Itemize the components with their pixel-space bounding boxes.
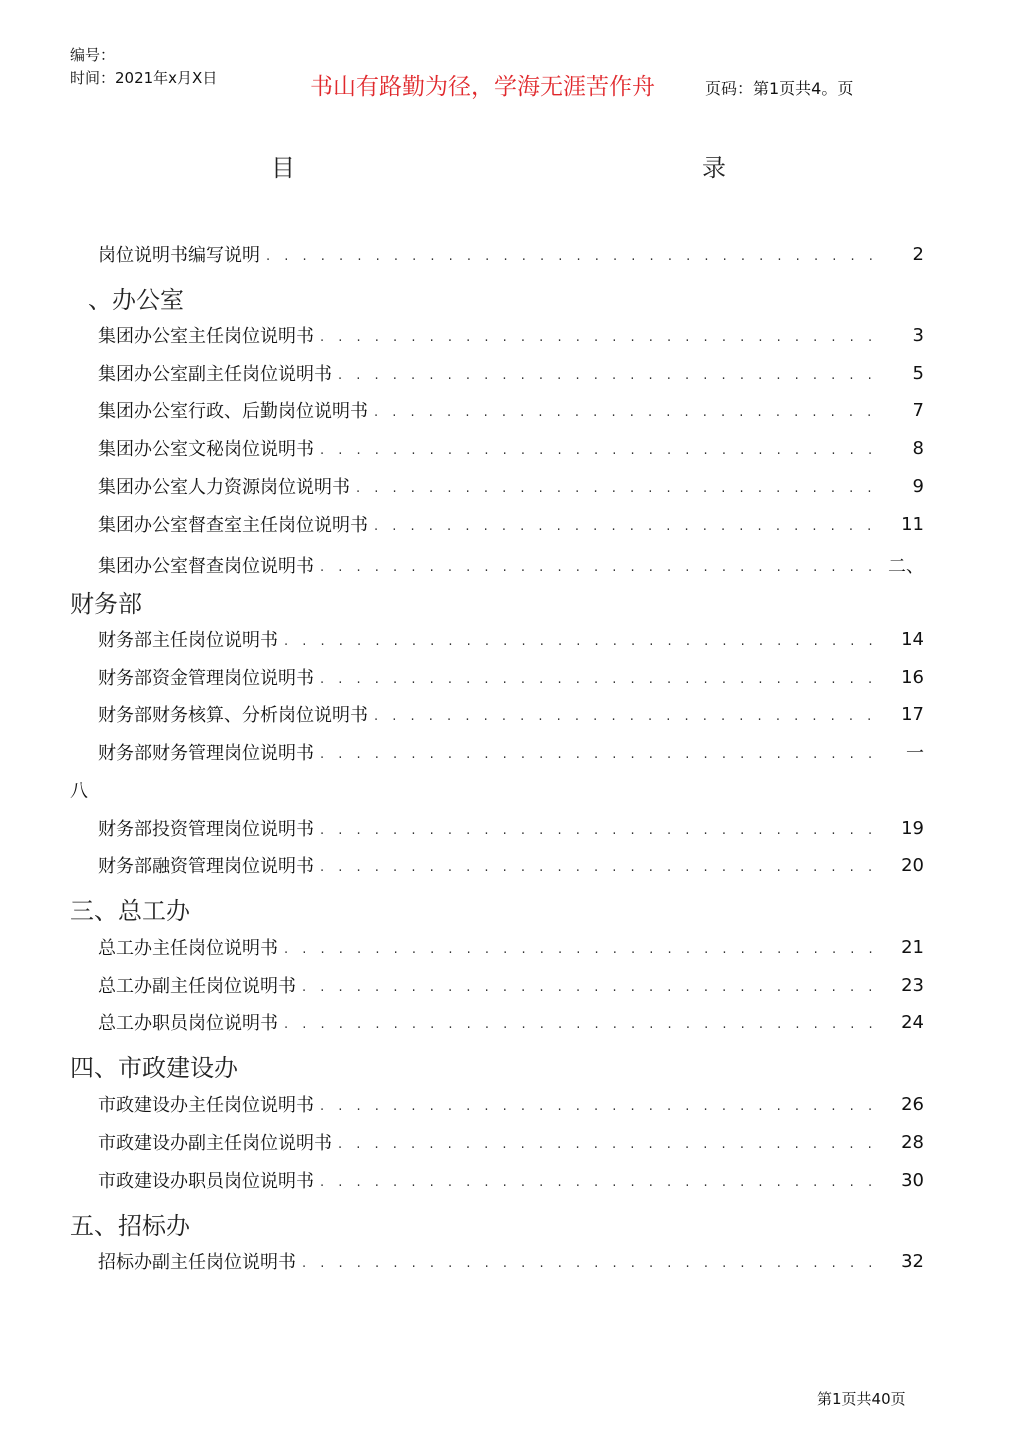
toc-entry[interactable] bbox=[98, 1092, 924, 1116]
toc-entry[interactable] bbox=[98, 361, 924, 385]
toc-entry-page: 11 bbox=[901, 513, 924, 535]
toc-leader-dots bbox=[320, 813, 880, 843]
toc-entry-page: 3 bbox=[912, 324, 924, 346]
toc-entry-page: 26 bbox=[901, 1093, 924, 1115]
toc-entry-label: 集团办公室督查岗位说明书 bbox=[98, 556, 314, 577]
header-motto: 书山有路勤为径，学海无涯苦作舟 bbox=[310, 74, 655, 100]
toc-entry-page: 30 bbox=[901, 1169, 924, 1191]
toc-entry[interactable] bbox=[98, 973, 924, 997]
toc-entry-page: 7 bbox=[912, 399, 924, 421]
toc-entry-label: 总工办主任岗位说明书 bbox=[98, 938, 278, 959]
toc-leader-dots bbox=[320, 1165, 880, 1195]
toc-entry-intro[interactable] bbox=[98, 242, 924, 266]
toc-leader-dots bbox=[320, 737, 880, 767]
toc-leader-dots bbox=[320, 850, 880, 880]
toc-leader-dots bbox=[374, 509, 880, 539]
toc-entry-label: 集团办公室督查室主任岗位说明书 bbox=[98, 515, 368, 536]
toc-entry-page: 14 bbox=[901, 628, 924, 650]
toc-leader-dots bbox=[320, 550, 874, 580]
toc-entry-label: 市政建设办主任岗位说明书 bbox=[98, 1095, 314, 1116]
toc-entry-label: 集团办公室文秘岗位说明书 bbox=[98, 439, 314, 460]
document-code-label: 编号： bbox=[70, 46, 116, 64]
toc-leader-dots bbox=[374, 699, 880, 729]
toc-entry[interactable] bbox=[98, 702, 924, 726]
toc-entry[interactable] bbox=[98, 1010, 924, 1034]
toc-entry-page: 二、 bbox=[888, 556, 924, 577]
toc-entry-label: 财务部融资管理岗位说明书 bbox=[98, 856, 314, 877]
toc-leader-dots bbox=[302, 1246, 880, 1276]
toc-entry-label: 总工办副主任岗位说明书 bbox=[98, 976, 296, 997]
toc-leader-dots bbox=[356, 471, 880, 501]
toc-wrap-char: 八 bbox=[70, 781, 88, 802]
toc-entry[interactable] bbox=[98, 474, 924, 498]
toc-entry[interactable] bbox=[98, 1249, 924, 1273]
toc-entry-label: 集团办公室行政、后勤岗位说明书 bbox=[98, 401, 368, 422]
toc-entry-label: 财务部财务核算、分析岗位说明书 bbox=[98, 705, 368, 726]
toc-entry-page: 16 bbox=[901, 666, 924, 688]
toc-entry-page: 一 bbox=[906, 743, 924, 764]
toc-leader-dots bbox=[338, 1127, 880, 1157]
toc-leader-dots bbox=[320, 1089, 880, 1119]
toc-entry[interactable] bbox=[98, 553, 924, 577]
toc-leader-dots bbox=[320, 662, 880, 692]
toc-entry[interactable] bbox=[98, 323, 924, 347]
toc-entry-label: 招标办副主任岗位说明书 bbox=[98, 1252, 296, 1273]
toc-entry-page: 23 bbox=[901, 974, 924, 996]
toc-entry-page: 5 bbox=[912, 362, 924, 384]
document-date-label: 时间：2021年x月X日 bbox=[70, 69, 218, 87]
toc-entry-label: 集团办公室人力资源岗位说明书 bbox=[98, 477, 350, 498]
toc-entry[interactable] bbox=[98, 816, 924, 840]
toc-entry-label: 总工办职员岗位说明书 bbox=[98, 1013, 278, 1034]
toc-leader-dots bbox=[338, 358, 880, 388]
toc-entry[interactable] bbox=[98, 436, 924, 460]
toc-entry-page: 32 bbox=[901, 1250, 924, 1272]
toc-entry[interactable] bbox=[98, 1130, 924, 1154]
toc-entry-label: 集团办公室副主任岗位说明书 bbox=[98, 364, 332, 385]
toc-section-finance: 财务部 bbox=[70, 590, 142, 618]
toc-entry[interactable] bbox=[98, 398, 924, 422]
toc-leader-dots bbox=[320, 433, 880, 463]
toc-entry-label: 市政建设办副主任岗位说明书 bbox=[98, 1133, 332, 1154]
toc-leader-dots bbox=[266, 239, 880, 269]
toc-entry-page: 17 bbox=[901, 703, 924, 725]
toc-entry-page: 2 bbox=[912, 243, 924, 265]
toc-entry[interactable] bbox=[98, 512, 924, 536]
toc-entry[interactable] bbox=[98, 665, 924, 689]
toc-title-left: 目 bbox=[271, 154, 295, 182]
toc-entry-label: 岗位说明书编写说明 bbox=[98, 245, 260, 266]
toc-entry-label: 财务部财务管理岗位说明书 bbox=[98, 743, 314, 764]
toc-entry-page: 9 bbox=[912, 475, 924, 497]
toc-leader-dots bbox=[302, 970, 880, 1000]
toc-entry[interactable] bbox=[98, 935, 924, 959]
toc-section-chief-engineer: 三、总工办 bbox=[70, 897, 190, 925]
toc-entry-page: 24 bbox=[901, 1011, 924, 1033]
toc-leader-dots bbox=[320, 320, 880, 350]
header-page-info: 页码：第1页共4。页 bbox=[705, 79, 854, 98]
footer-page-info: 第1页共40页 bbox=[817, 1390, 906, 1408]
toc-title-right: 录 bbox=[702, 154, 726, 182]
toc-entry-label: 财务部资金管理岗位说明书 bbox=[98, 668, 314, 689]
toc-entry-page: 28 bbox=[901, 1131, 924, 1153]
toc-entry-page: 8 bbox=[912, 437, 924, 459]
toc-entry[interactable] bbox=[98, 853, 924, 877]
toc-entry-label: 集团办公室主任岗位说明书 bbox=[98, 326, 314, 347]
toc-section-tender: 五、招标办 bbox=[70, 1212, 190, 1240]
toc-leader-dots bbox=[284, 624, 880, 654]
toc-entry-label: 财务部投资管理岗位说明书 bbox=[98, 819, 314, 840]
toc-entry-page: 19 bbox=[901, 817, 924, 839]
toc-entry[interactable] bbox=[98, 627, 924, 651]
toc-leader-dots bbox=[284, 932, 880, 962]
toc-entry[interactable] bbox=[98, 740, 924, 764]
toc-entry-label: 财务部主任岗位说明书 bbox=[98, 630, 278, 651]
toc-entry-page: 20 bbox=[901, 854, 924, 876]
toc-section-office: 、办公室 bbox=[88, 286, 184, 314]
toc-entry[interactable] bbox=[98, 1168, 924, 1192]
toc-entry-page: 21 bbox=[901, 936, 924, 958]
toc-section-municipal: 四、市政建设办 bbox=[70, 1054, 238, 1082]
toc-leader-dots bbox=[374, 395, 880, 425]
toc-leader-dots bbox=[284, 1007, 880, 1037]
toc-entry-label: 市政建设办职员岗位说明书 bbox=[98, 1171, 314, 1192]
